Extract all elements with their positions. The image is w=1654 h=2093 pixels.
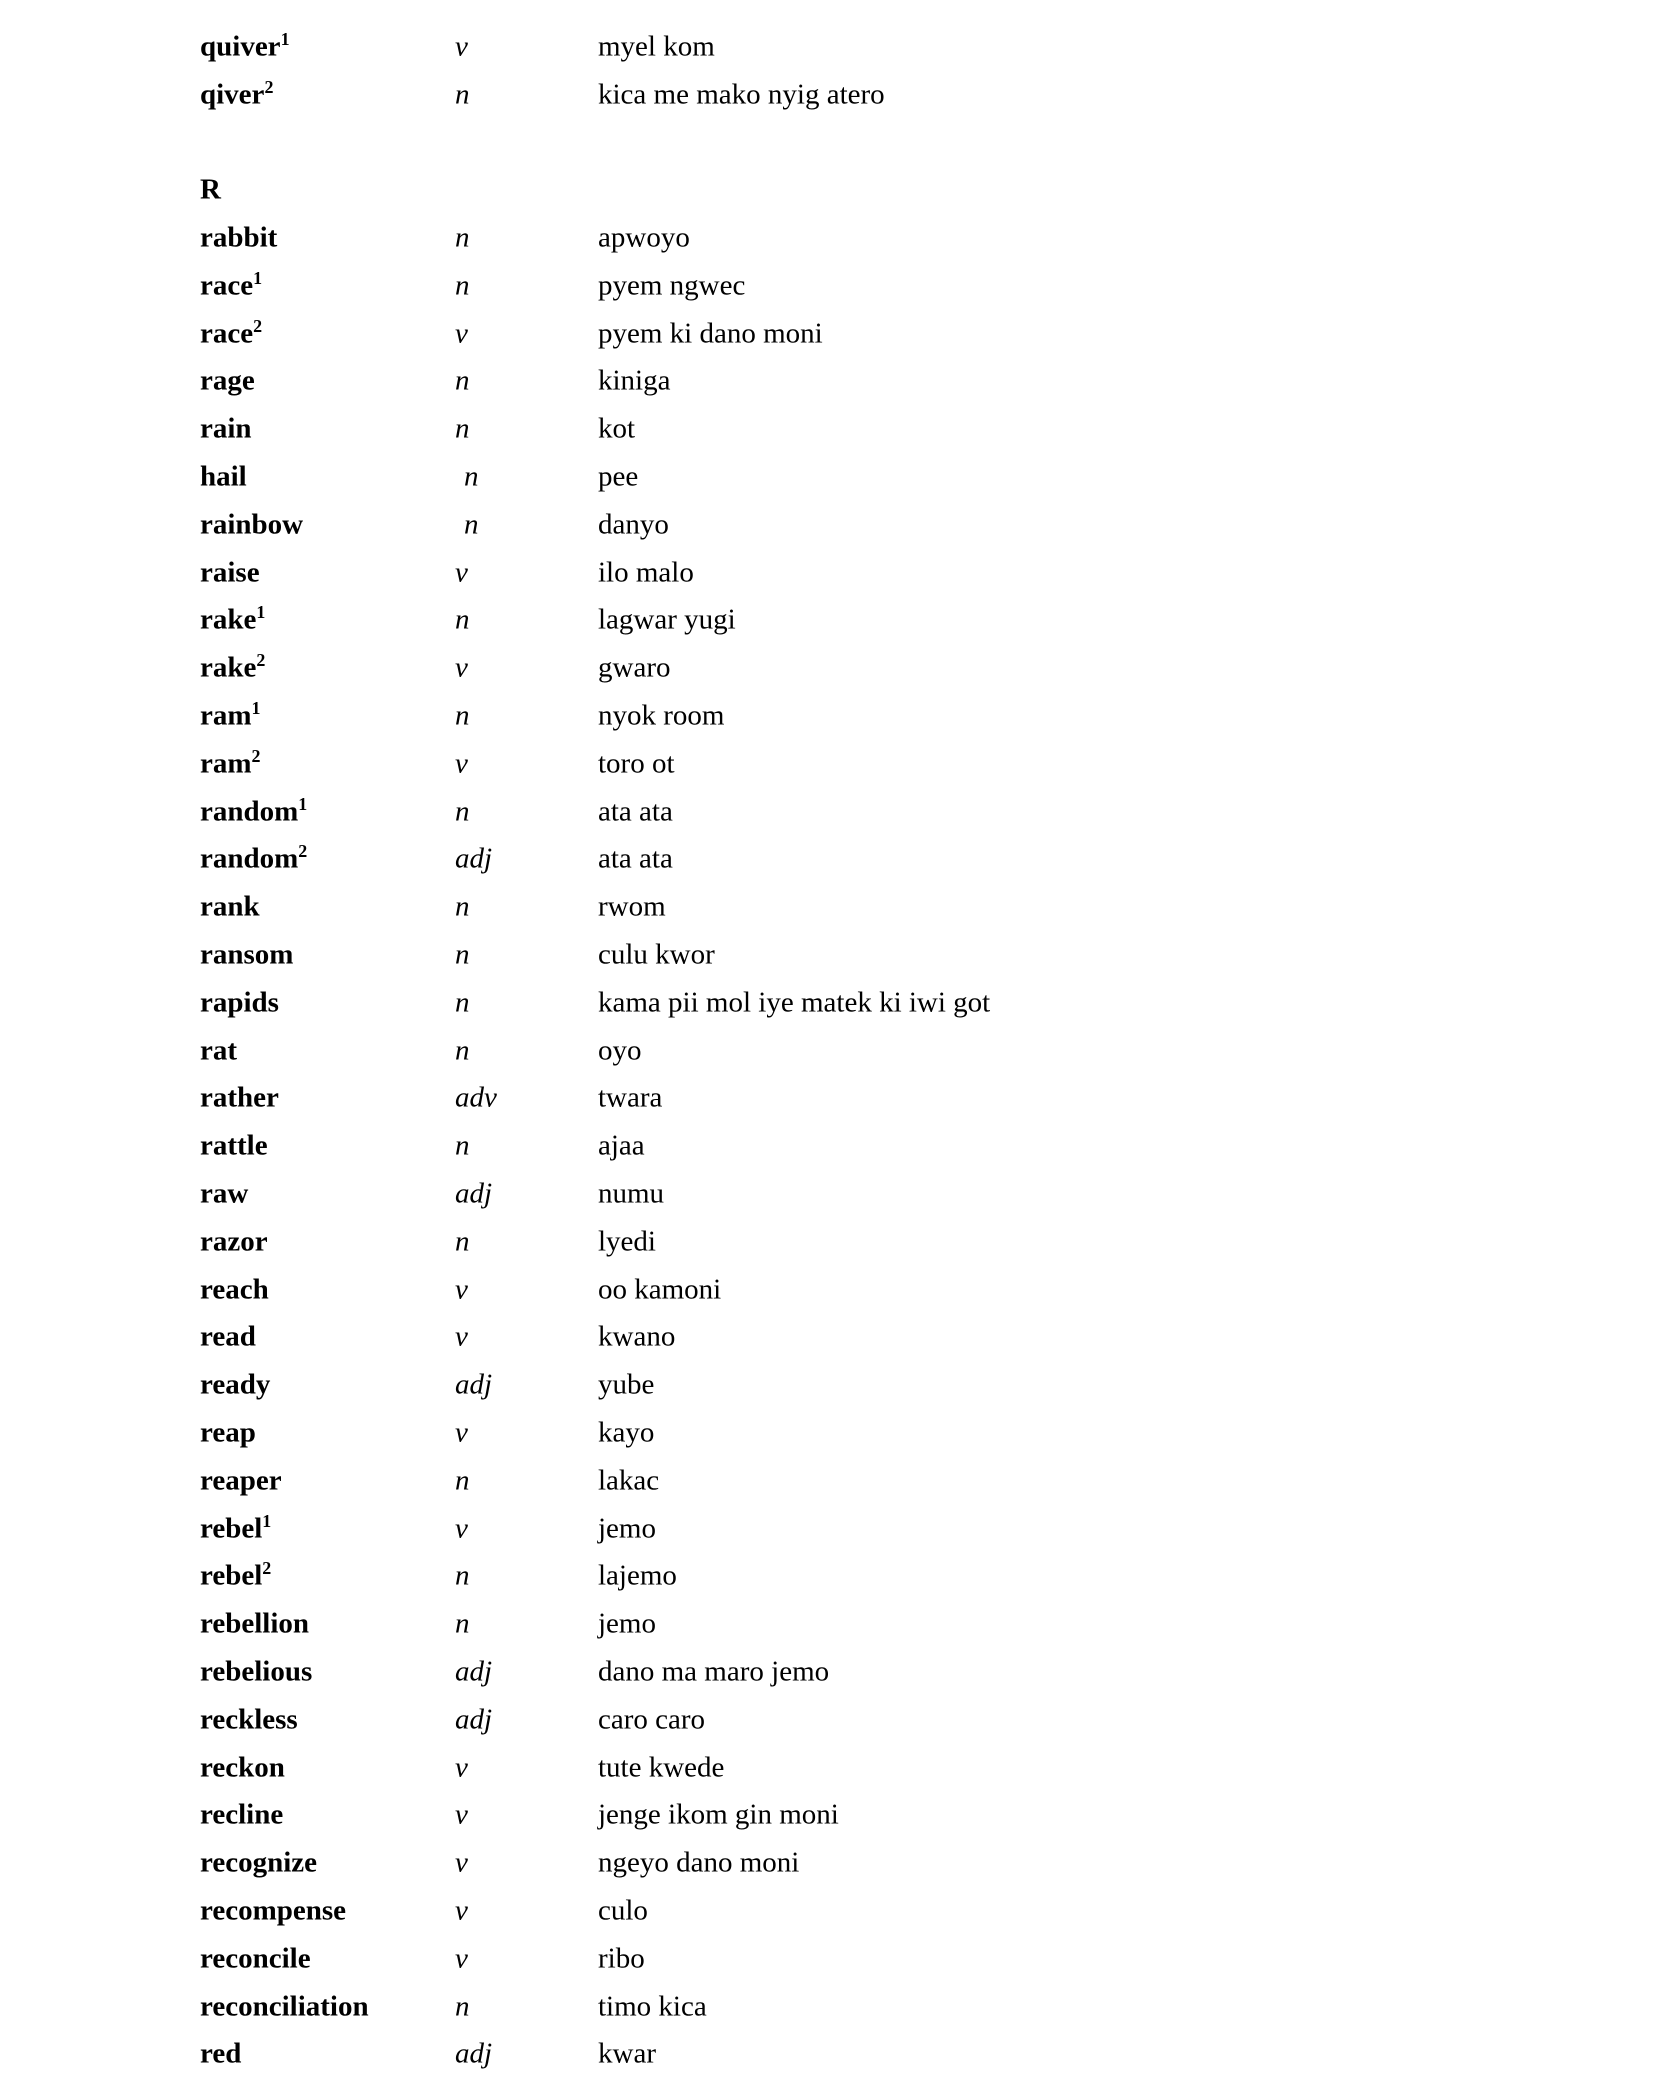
part-of-speech: n xyxy=(464,460,479,493)
homograph-number: 1 xyxy=(262,1510,272,1531)
dictionary-entry xyxy=(0,1218,1654,1266)
part-of-speech: n xyxy=(455,269,470,302)
translation: timo kica xyxy=(598,1990,707,2023)
dictionary-entry xyxy=(0,1553,1654,1601)
headword: reconcile xyxy=(200,1942,311,1975)
headword: rebelious xyxy=(200,1655,313,1688)
headword: ready xyxy=(200,1368,271,1401)
headword: random$^2$ xyxy=(200,841,308,875)
headword: quiver$^1$ xyxy=(200,28,290,63)
dictionary-entry xyxy=(0,1791,1654,1839)
part-of-speech: n xyxy=(455,364,470,397)
dictionary-entry xyxy=(0,1170,1654,1218)
translation: tute kwede xyxy=(598,1751,725,1784)
part-of-speech: v xyxy=(455,1942,468,1975)
dictionary-entry xyxy=(0,501,1654,549)
part-of-speech: n xyxy=(455,603,470,636)
translation: danyo xyxy=(598,508,669,541)
headword: race$^1$ xyxy=(200,267,263,302)
part-of-speech: v xyxy=(455,30,468,63)
part-of-speech: n xyxy=(464,508,479,541)
part-of-speech: adv xyxy=(455,1081,497,1114)
translation: pyem ngwec xyxy=(598,269,746,302)
translation: twara xyxy=(598,1081,663,1114)
dictionary-entry xyxy=(0,1648,1654,1696)
homograph-number: 1 xyxy=(256,602,266,623)
section-letter: R xyxy=(200,173,221,206)
part-of-speech: n xyxy=(455,78,470,111)
headword: rebel$^2$ xyxy=(200,1558,272,1592)
translation: jemo xyxy=(598,1512,656,1545)
dictionary-entry xyxy=(0,405,1654,453)
translation: lajemo xyxy=(598,1559,677,1592)
translation: numu xyxy=(598,1177,665,1210)
translation: lyedi xyxy=(598,1225,656,1258)
dictionary-entry xyxy=(0,1409,1654,1457)
part-of-speech: v xyxy=(455,1751,468,1784)
homograph-number: 2 xyxy=(262,1558,272,1579)
translation: oyo xyxy=(598,1034,642,1067)
dictionary-entry xyxy=(0,979,1654,1027)
headword: random$^1$ xyxy=(200,793,308,828)
dictionary-entry xyxy=(0,1457,1654,1505)
dictionary-entry xyxy=(0,71,1654,119)
translation: kwar xyxy=(598,2037,656,2070)
headword: rattle xyxy=(200,1129,268,1162)
headword: recognize xyxy=(200,1846,318,1879)
part-of-speech: adj xyxy=(455,1655,493,1688)
part-of-speech: n xyxy=(455,986,470,1019)
dictionary-entry xyxy=(0,1314,1654,1362)
translation: jenge ikom gin moni xyxy=(598,1798,839,1831)
headword: rebel$^1$ xyxy=(200,1510,272,1545)
dictionary-entry xyxy=(0,1266,1654,1314)
part-of-speech: n xyxy=(455,938,470,971)
dictionary-entry xyxy=(0,214,1654,262)
part-of-speech: n xyxy=(455,699,470,732)
part-of-speech: adj xyxy=(455,1177,493,1210)
homograph-number: 1 xyxy=(253,267,263,288)
part-of-speech: adj xyxy=(455,2037,493,2070)
translation: toro ot xyxy=(598,747,675,780)
translation: kot xyxy=(598,412,636,445)
dictionary-entry xyxy=(0,644,1654,692)
homograph-number: 2 xyxy=(251,745,261,766)
translation: nyok room xyxy=(598,699,725,732)
headword: rapids xyxy=(200,986,279,1019)
homograph-number: 2 xyxy=(298,841,308,862)
translation: kica me mako nyig atero xyxy=(598,78,885,111)
homograph-number: 2 xyxy=(253,315,263,336)
dictionary-entry xyxy=(0,1122,1654,1170)
part-of-speech: adj xyxy=(455,1703,493,1736)
headword: qiver$^2$ xyxy=(200,76,274,111)
dictionary-entry xyxy=(0,883,1654,931)
dictionary-entry xyxy=(0,358,1654,406)
translation: culu kwor xyxy=(598,938,715,971)
translation: ngeyo dano moni xyxy=(598,1846,800,1879)
part-of-speech: adj xyxy=(455,1368,493,1401)
dictionary-entry xyxy=(0,1505,1654,1553)
dictionary-entry xyxy=(0,1361,1654,1409)
dictionary-entry xyxy=(0,1600,1654,1648)
headword: reach xyxy=(200,1273,269,1306)
headword: rake$^1$ xyxy=(200,602,266,636)
headword: reap xyxy=(200,1416,256,1449)
translation: kama pii mol iye matek ki iwi got xyxy=(598,986,991,1019)
translation: culo xyxy=(598,1894,648,1927)
dictionary-entry xyxy=(0,1935,1654,1983)
part-of-speech: n xyxy=(455,1464,470,1497)
part-of-speech: adj xyxy=(455,842,493,875)
dictionary-entry xyxy=(0,788,1654,836)
translation: jemo xyxy=(598,1607,656,1640)
translation: ajaa xyxy=(598,1129,645,1162)
part-of-speech: n xyxy=(455,1990,470,2023)
translation: dano ma maro jemo xyxy=(598,1655,830,1688)
dictionary-entry xyxy=(0,2030,1654,2078)
part-of-speech: v xyxy=(455,1273,468,1306)
part-of-speech: n xyxy=(455,1129,470,1162)
homograph-number: 1 xyxy=(280,28,290,49)
translation: ata ata xyxy=(598,795,673,828)
headword: raise xyxy=(200,556,260,589)
headword: rake$^2$ xyxy=(200,650,266,684)
headword: reckless xyxy=(200,1703,298,1736)
part-of-speech: n xyxy=(455,1607,470,1640)
headword: reaper xyxy=(200,1464,282,1497)
headword: race$^2$ xyxy=(200,315,263,350)
headword: ram$^1$ xyxy=(200,697,261,732)
headword: razor xyxy=(200,1225,268,1258)
part-of-speech: n xyxy=(455,1559,470,1592)
dictionary-entry xyxy=(0,931,1654,979)
translation: pee xyxy=(598,460,639,493)
headword: rabbit xyxy=(200,221,278,254)
dictionary-entry xyxy=(0,310,1654,358)
translation: gwaro xyxy=(598,651,671,684)
part-of-speech: n xyxy=(455,890,470,923)
translation: ilo malo xyxy=(598,556,694,589)
headword: rebellion xyxy=(200,1607,310,1640)
translation: lagwar yugi xyxy=(598,603,736,636)
dictionary-entry xyxy=(0,836,1654,884)
headword: reckon xyxy=(200,1751,285,1784)
headword: ram$^2$ xyxy=(200,745,261,780)
dictionary-entry xyxy=(0,1075,1654,1123)
headword: recompense xyxy=(200,1894,347,1927)
part-of-speech: v xyxy=(455,1512,468,1545)
homograph-number: 1 xyxy=(251,697,261,718)
headword: rain xyxy=(200,412,252,445)
dictionary-entry xyxy=(0,453,1654,501)
dictionary-entry xyxy=(0,1839,1654,1887)
dictionary-entry xyxy=(0,1983,1654,2031)
translation: apwoyo xyxy=(598,221,690,254)
translation: pyem ki dano moni xyxy=(598,317,823,350)
part-of-speech: n xyxy=(455,1225,470,1258)
dictionary-entry xyxy=(0,597,1654,645)
part-of-speech: v xyxy=(455,747,468,780)
translation: lakac xyxy=(598,1464,660,1497)
part-of-speech: n xyxy=(455,221,470,254)
headword: raw xyxy=(200,1177,249,1210)
spacer-row xyxy=(0,119,1654,167)
headword: rainbow xyxy=(200,508,304,541)
part-of-speech: v xyxy=(455,1894,468,1927)
part-of-speech: v xyxy=(455,1846,468,1879)
headword: read xyxy=(200,1320,256,1353)
headword: ransom xyxy=(200,938,294,971)
translation: kwano xyxy=(598,1320,676,1353)
headword: red xyxy=(200,2037,242,2070)
dictionary-entry xyxy=(0,262,1654,310)
dictionary-entry xyxy=(0,1744,1654,1792)
translation: caro caro xyxy=(598,1703,706,1736)
headword: rage xyxy=(200,364,255,397)
headword: rather xyxy=(200,1081,279,1114)
homograph-number: 2 xyxy=(264,76,274,97)
translation: kayo xyxy=(598,1416,655,1449)
headword: reconciliation xyxy=(200,1990,369,2023)
dictionary-entry xyxy=(0,549,1654,597)
part-of-speech: v xyxy=(455,556,468,589)
translation: myel kom xyxy=(598,30,715,63)
translation: oo kamoni xyxy=(598,1273,722,1306)
part-of-speech: v xyxy=(455,651,468,684)
headword: rat xyxy=(200,1034,238,1067)
translation: ribo xyxy=(598,1942,645,1975)
homograph-number: 1 xyxy=(298,793,308,814)
part-of-speech: v xyxy=(455,1320,468,1353)
dictionary-entry xyxy=(0,1027,1654,1075)
section-header xyxy=(0,166,1654,214)
dictionary-entry xyxy=(0,23,1654,71)
dictionary-entry xyxy=(0,1696,1654,1744)
translation: yube xyxy=(598,1368,655,1401)
headword: recline xyxy=(200,1798,284,1831)
translation: rwom xyxy=(598,890,666,923)
translation: ata ata xyxy=(598,842,673,875)
part-of-speech: v xyxy=(455,1798,468,1831)
dictionary-entry xyxy=(0,692,1654,740)
translation: kiniga xyxy=(598,364,671,397)
headword: hail xyxy=(200,460,247,493)
headword: rank xyxy=(200,890,260,923)
part-of-speech: n xyxy=(455,795,470,828)
part-of-speech: v xyxy=(455,1416,468,1449)
part-of-speech: n xyxy=(455,1034,470,1067)
dictionary-entry xyxy=(0,740,1654,788)
part-of-speech: v xyxy=(455,317,468,350)
dictionary-entry xyxy=(0,1887,1654,1935)
part-of-speech: n xyxy=(455,412,470,445)
homograph-number: 2 xyxy=(256,650,266,671)
